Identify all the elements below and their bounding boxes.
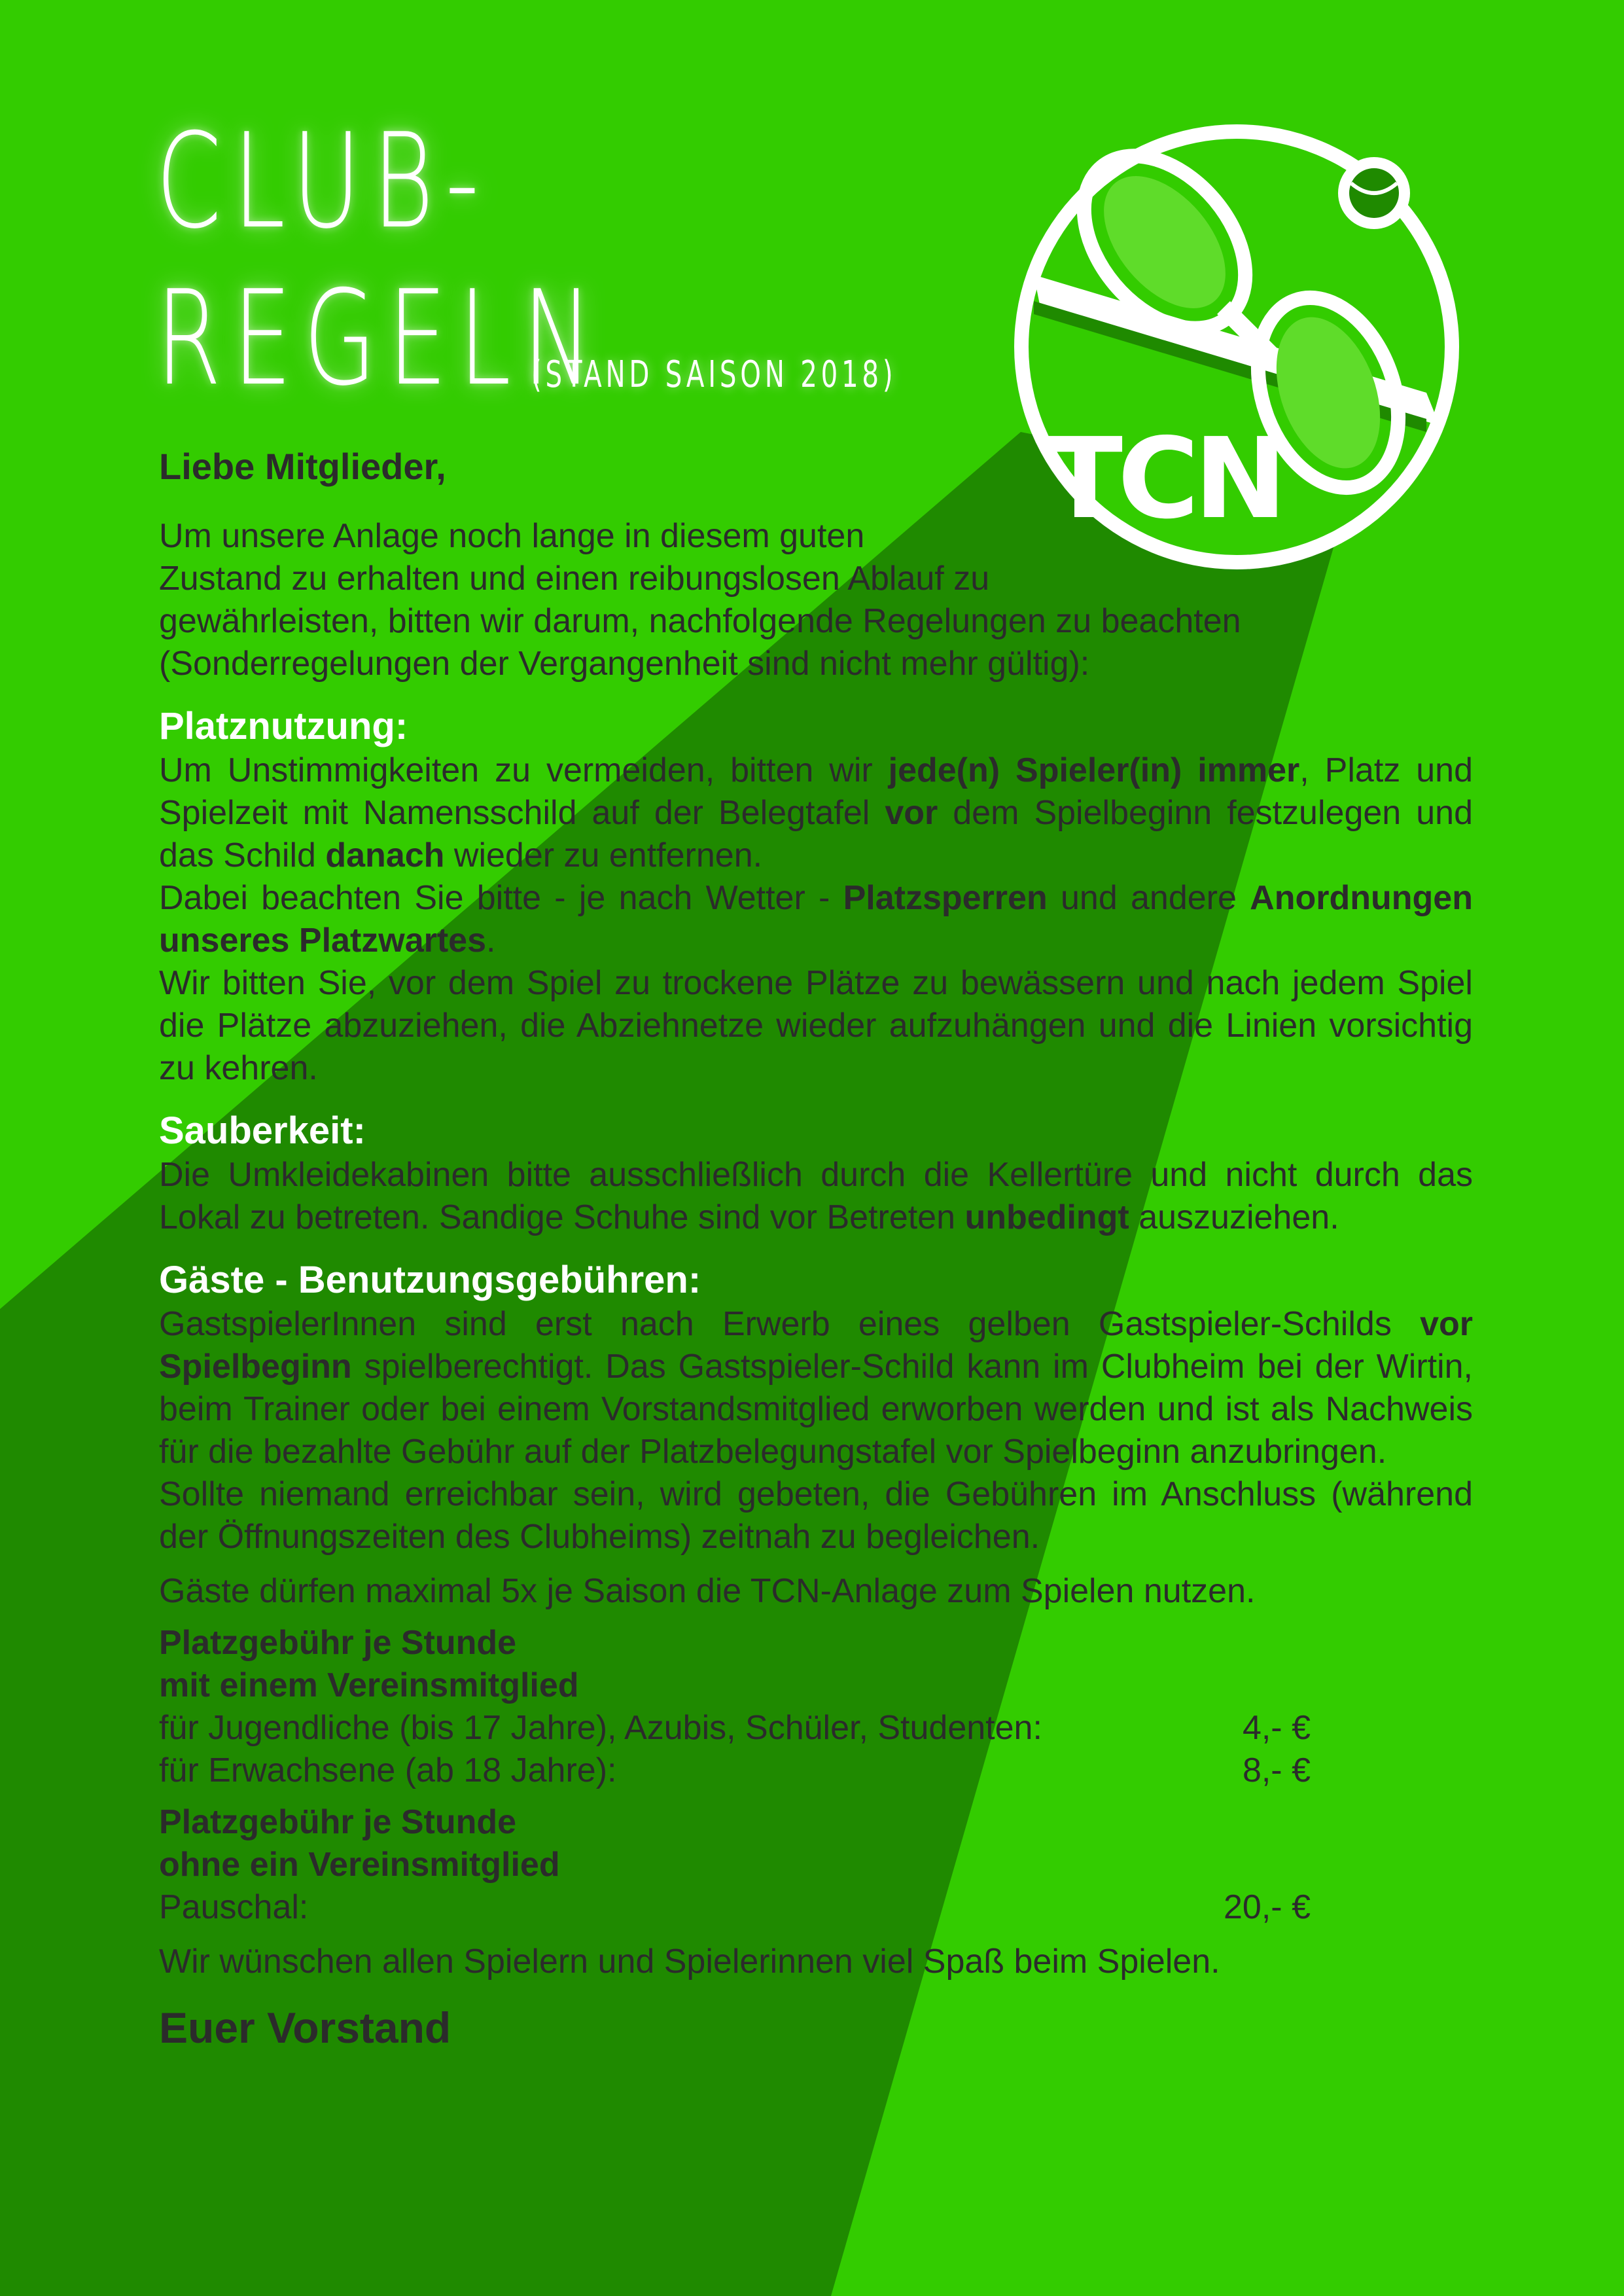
sauberkeit-paragraph: Die Umkleidekabinen bitte ausschließlich durch die Kellertüre und nicht durch das Lokal zu betreten. Sandige Schuhe sind vor Betreten unbedingt auszuziehen. [159,1156,1473,1236]
title-line-1: CLUB- [156,105,491,258]
platznutzung-paragraph-2: Dabei beachten Sie bitte - je nach Wetter - Platzsperren und andere Anordnungen unseres Platzwartes. [159,879,1473,960]
intro-line: gewährleisten, bitten wir darum, nachfolgende Regelungen zu beachten [159,602,1241,640]
gaeste-paragraph-3: Gäste dürfen maximal 5x je Saison die TCN-Anlage zum Spielen nutzen. [159,1572,1256,1610]
intro-line: (Sonderregelungen der Vergangenheit sind nicht mehr gültig): [159,645,1090,683]
fee-row: für Jugendliche (bis 17 Jahre), Azubis, Schüler, Studenten: 4,- € [159,1709,1311,1747]
rules-content [159,445,1473,2052]
fee-row: Pauschal: 20,- € [159,1888,1311,1926]
fee-row: für Erwachsene (ab 18 Jahre): 8,- € [159,1751,1311,1789]
section-heading-gaeste: Gäste - Benutzungsgebühren: [159,1259,701,1301]
gaeste-paragraph-2: Sollte niemand erreichbar sein, wird gebeten, die Gebühren im Anschluss (während der Öffnungszeiten des Clubheims) zeitnah zu begleichen. [159,1475,1473,1556]
closing-text: Wir wünschen allen Spielern und Spielerinnen viel Spaß beim Spielen. [159,1943,1220,1981]
intro-line: Zustand zu erhalten und einen reibungslosen Ablauf zu [159,560,990,598]
platznutzung-paragraph-3: Wir bitten Sie, vor dem Spiel zu trockene Plätze zu bewässern und nach jedem Spiel die Plätze abzuziehen, die Abziehnetze wieder aufzuhängen und die Linien vorsichtig zu kehren. [159,964,1473,1087]
section-heading-sauberkeit: Sauberkeit: [159,1109,366,1152]
season-note: (STAND SAISON 2018) [531,353,897,396]
intro-text [159,515,1473,685]
fees-without-member-heading: Platzgebühr je Stunde ohne ein Vereinsmitglied [159,1803,560,1884]
intro-line: Um unsere Anlage noch lange in diesem guten [159,517,865,555]
fees-with-member-heading: Platzgebühr je Stunde mit einem Vereinsmitglied [159,1624,579,1704]
logo-text: TCN [1047,414,1282,544]
title-line-2: REGELN [156,262,605,415]
greeting: Liebe Mitglieder, [159,446,446,487]
gaeste-paragraph-1: GastspielerInnen sind erst nach Erwerb eines gelben Gastspieler-Schilds vor Spielbeginn spielberechtigt. Das Gastspieler-Schild kann im Clubheim bei der Wirtin, beim Trainer oder bei einem Vorstandsmitglied erworben werden und ist als Nachweis für die bezahlte Gebühr auf der Platzbelegungstafel vor Spielbeginn anzubringen. [159,1305,1473,1471]
signature: Euer Vorstand [159,2003,451,2052]
section-heading-platznutzung: Platznutzung: [159,705,408,747]
platznutzung-paragraph-1: Um Unstimmigkeiten zu vermeiden, bitten wir jede(n) Spieler(in) immer, Platz und Spielzeit mit Namensschild auf der Belegtafel vor dem Spielbeginn festzulegen und das Schild danach wieder zu entfernen. [159,751,1473,874]
